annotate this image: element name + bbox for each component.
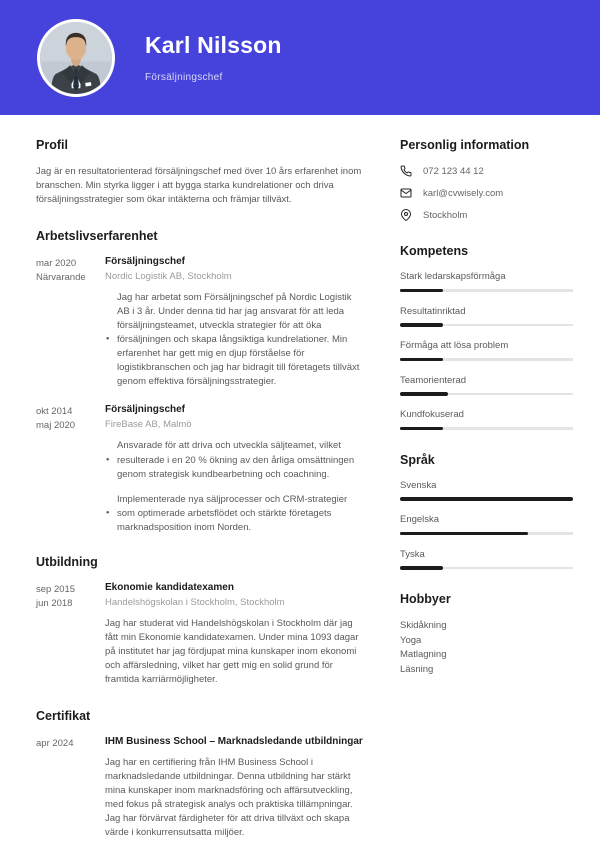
experience-company: Nordic Logistik AB, Stockholm (105, 271, 232, 283)
section-skills (400, 244, 573, 430)
phone-value: 072 123 44 12 (423, 165, 484, 177)
certificate-details (105, 736, 366, 840)
experience-dates (36, 256, 105, 389)
language-bar-fill (400, 566, 443, 570)
skill-bar-fill (400, 427, 443, 431)
avatar (37, 19, 115, 97)
header-text (145, 32, 282, 83)
experience-job-title: Försäljningschef (105, 256, 186, 268)
hobbies-heading: Hobbyer (400, 592, 451, 606)
skill-label: Stark ledarskapsförmåga (400, 271, 506, 282)
certificate-entry (36, 736, 366, 840)
experience-bullet: • Jag har arbetat som Försäljningschef på Nordic Logistik AB i 3 år. Under denna tid har jag ansvarat för att leda försäljningsteamet, utveckla strategier för att öka försäljningen och skapa långsiktiga kundrelationer. Min erfarenhet har gett mig en djup förståelse för logistikbranschen och jag har bidragit till företagets tillväxt genom effektiva försäljningsstrategier. (105, 291, 366, 389)
education-dates (36, 582, 105, 687)
language-item (400, 480, 573, 501)
skill-item (400, 340, 573, 361)
date-start: sep 2015 (36, 583, 76, 595)
email-icon (400, 187, 412, 199)
skill-label: Förmåga att lösa problem (400, 340, 509, 351)
experience-bullet: • Ansvarade för att driva och utveckla säljteamet, vilket resulterade i en 20 % ökning av den årliga omsättningen genom strategisk kundbearbetning och coachning. (105, 439, 366, 481)
date-start: okt 2014 (36, 406, 73, 418)
skill-label: Resultatinriktad (400, 305, 466, 317)
skills-heading: Kompetens (400, 244, 469, 258)
main-content (0, 115, 600, 849)
language-item (400, 549, 573, 570)
language-label: Engelska (400, 514, 440, 525)
contact-location (400, 209, 573, 221)
experience-details (105, 404, 366, 534)
skill-item (400, 271, 573, 292)
language-bar-track (400, 532, 573, 535)
date-end: maj 2020 (36, 420, 76, 432)
certificate-title: IHM Business School – Marknadsledande utbildningar (105, 735, 363, 747)
skill-label: Kundfokuserad (400, 409, 464, 420)
contact-phone (400, 165, 573, 177)
date-end: jun 2018 (36, 597, 73, 609)
date-end: Närvarande (36, 271, 86, 283)
section-languages (400, 453, 573, 570)
section-hobbies (400, 592, 573, 678)
experience-heading: Arbetslivserfarenhet (36, 229, 158, 244)
date-start: mar 2020 (36, 258, 77, 270)
skill-bar-track (400, 358, 573, 361)
language-label: Svenska (400, 479, 437, 491)
section-education (36, 555, 366, 687)
language-label: Tyska (400, 548, 425, 560)
skill-bar-fill (400, 323, 443, 327)
profile-heading: Profil (36, 138, 68, 152)
experience-entry (36, 404, 366, 534)
language-bar-track (400, 498, 573, 501)
experience-bullets (105, 439, 366, 534)
skill-bar-track (400, 427, 573, 430)
skill-item (400, 375, 573, 396)
section-profile (36, 138, 366, 207)
right-column (400, 138, 573, 849)
education-description: Jag har studerat vid Handelshögskolan i Stockholm där jag fått min Ekonomie kandidatexamen. Under mina 1093 dagar på institutet har jag fördjupat mina kunskaper inom ekonomi och affärsledning, vilket har gett mig en solid grund för framtida karriärmöjligheter. (105, 617, 359, 685)
language-bar-fill (400, 532, 528, 536)
email-value: karl@cvwisely.com (423, 187, 504, 199)
certificate-dates (36, 736, 105, 840)
certificate-description: Jag har en certifiering från IHM Business School i marknadsledande utbildningar. Denna utbildning har stärkt mina kunskaper inom marknadsföring och affärsutveckling, med fokus på strategisk analys och praktiska tillämpningar. Jag har förvärvat färdigheter för att driva tillväxt och skapa värde i konkurrensutsatta miljöer. (105, 756, 353, 839)
hobby-item: Yoga (400, 634, 422, 646)
skill-bar-track (400, 289, 573, 292)
location-value: Stockholm (423, 209, 468, 221)
language-bar-track (400, 567, 573, 570)
location-icon (400, 209, 412, 221)
experience-entry (36, 256, 366, 389)
hobby-item: Läsning (400, 664, 434, 676)
skill-item (400, 306, 573, 327)
certificates-heading: Certifikat (36, 708, 91, 723)
section-certificates (36, 709, 366, 840)
section-experience (36, 229, 366, 535)
experience-company: FireBase AB, Malmö (105, 419, 192, 431)
avatar-photo-illustration (40, 22, 112, 94)
skill-bar-fill (400, 392, 448, 396)
personal-info-heading: Personlig information (400, 138, 530, 152)
skill-bar-fill (400, 289, 443, 293)
education-degree: Ekonomie kandidatexamen (105, 581, 234, 593)
experience-job-title: Försäljningschef (105, 404, 186, 416)
education-details (105, 582, 366, 687)
skill-bar-track (400, 324, 573, 327)
hobby-item: Skidåkning (400, 620, 447, 631)
skill-bar-fill (400, 358, 443, 362)
skill-bar-track (400, 393, 573, 396)
certificate-date: apr 2024 (36, 737, 74, 749)
contact-email (400, 187, 573, 199)
language-item (400, 514, 573, 535)
phone-icon (400, 165, 412, 177)
experience-bullet: • Implementerade nya säljprocesser och CRM-strategier som optimerade arbetsflödet och stärkte företagets marknadsposition inom Norden. (105, 493, 366, 535)
experience-details (105, 256, 366, 389)
education-school: Handelshögskolan i Stockholm, Stockholm (105, 596, 285, 608)
section-personal-info (400, 138, 573, 221)
skill-item (400, 409, 573, 430)
candidate-name: Karl Nilsson (145, 32, 282, 58)
skill-label: Teamorienterad (400, 374, 467, 386)
candidate-job-title: Försäljningschef (145, 72, 223, 83)
languages-heading: Språk (400, 452, 435, 467)
hobby-item: Matlagning (400, 649, 447, 661)
education-entry (36, 582, 366, 687)
profile-text: Jag är en resultatorienterad försäljningschef med över 10 års erfarenhet inom branschen. Min styrka ligger i att bygga starka kundrelationer och driva försäljningsstrategier som ökar intäkterna och främjar tillväxt. (36, 166, 362, 206)
experience-dates (36, 404, 105, 534)
education-heading: Utbildning (36, 554, 98, 569)
experience-bullets (105, 291, 366, 389)
language-bar-fill (400, 497, 573, 501)
header-banner (0, 0, 600, 115)
left-column (36, 138, 366, 849)
